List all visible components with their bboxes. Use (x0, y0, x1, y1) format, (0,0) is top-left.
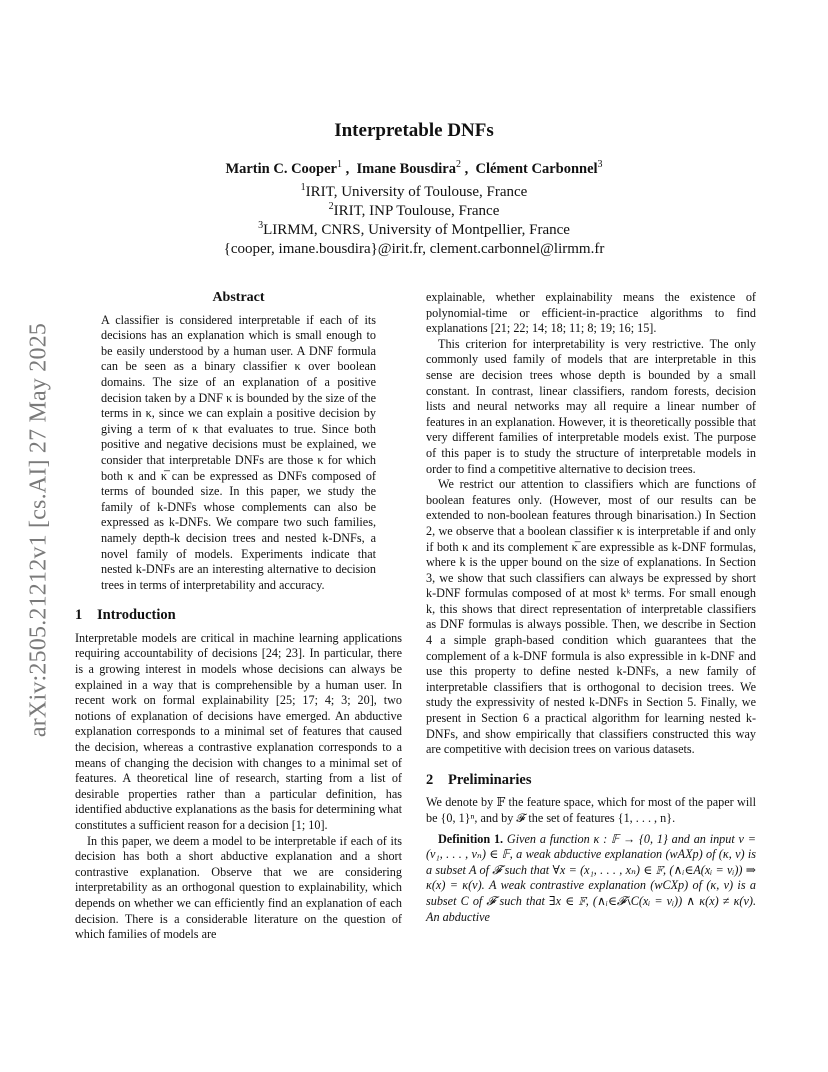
abstract-text: A classifier is considered interpretable if each of its decisions has an explanation which is small enough to be easily understood by a human user. A DNF formula can be seen as a binary classifier κ over boolean domains. The size of an explanation of a positive decision taken by a DNF κ is bounded by the size of the terms in κ, since we can explain a positive decision by giving a term of κ that evaluates to true. Since both positive and negative decisions must be explained, we consider that interpretable DNFs are those κ for which both κ and κ̅ can be expressed as DNFs composed of terms of bounded size. In this paper, we study the family of k-DNFs whose complements can also be expressed as k-DNFs. We compare two such families, namely depth-k decision trees and nested k-DNFs, a novel family of models. Experiments indicate that nested k-DNFs are an interesting alternative to decision trees in terms of interpretability and accuracy. (101, 312, 376, 592)
affiliation (0, 220, 828, 239)
body-paragraph: This criterion for interpretability is very restrictive. The only commonly used family of models that are interpretable in this sense are decision trees whose depth is bounded by a small constant. In contrast, linear classifiers, random forests, decision lists and neural networks may all require a linear number of features in an explanation. However, it is theoretically possible that very different families of interpretable models exist. The purpose of this paper is to study the structure of interpretable models in order to find a competitive alternative to decision trees. (426, 336, 756, 476)
section-heading-introduction (75, 608, 402, 624)
section-title: Preliminaries (448, 771, 532, 788)
affiliation-text: IRIT, INP Toulouse, France (333, 203, 500, 219)
preliminaries-paragraph: We denote by 𝔽 the feature space, which for most of the paper will be {0, 1}ⁿ, and by 𝓕 the set of features {1, . . . , n}. (426, 795, 756, 825)
author-name: Clément Carbonnel (475, 160, 598, 177)
section-heading-preliminaries (426, 773, 756, 789)
abstract-heading: Abstract (212, 290, 265, 305)
introduction-paragraph: Interpretable models are critical in machine learning applications requiring accountability of decisions [24; 23]. In particular, there is a growing interest in models whose decisions can always be explained in a way that is comprehensible by a human user. In recent work on formal explainability [25; 17; 4; 3; 20], two notions of explanation of decisions have emerged. An abductive explanation corresponds to a minimal set of features that caused the decision, whereas a contrastive explanation corresponds to a means of changing the decision with changes to a minimal set of features. A theoretical line of research, starting from a list of desirable properties rather than a particular definition, has identified abductive explanations as the basis for determining what constitutes a sufficient reason for a decision [1; 10]. (75, 630, 402, 832)
author-list: Martin C. Cooper$^1$ , Imane Bousdira$^2$ , Clément Carbonnel$^3$ (225, 159, 603, 177)
author-emails: {cooper, imane.bousdira}@irit.fr, clement.carbonnel@lirmm.fr (223, 241, 605, 257)
affiliation-text: IRIT, University of Toulouse, France (305, 184, 528, 200)
arxiv-identifier-text: arXiv:2505.21212v1 [cs.AI] 27 May 2025 (25, 322, 52, 738)
section-title: Introduction (97, 607, 176, 624)
paper-title: Interpretable DNFs (334, 120, 494, 141)
left-column (75, 290, 402, 943)
section-number: 2 (426, 771, 434, 788)
affiliation (0, 201, 828, 220)
body-paragraph: explainable, whether explainability means the existence of polynomial-time or efficient-in-practice algorithms to find explanations [21; 22; 14; 18; 11; 8; 19; 16; 15]. (426, 290, 756, 336)
author-affiliation-mark: 3 (597, 159, 603, 170)
affiliation (0, 182, 828, 201)
body-paragraph: We restrict our attention to classifiers which are functions of boolean features only. (However, most of our results can be extended to non-boolean features through binarisation.) In Section 2, we observe that a boolean classifier κ is interpretable if and only if both κ and its complement κ̅ are expressible as k-DNF formulas, where k is the upper bound on the size of explanations. In Section 3, we show that such classifiers can always be expressed by short k-DNF formulas composed of at most kᵏ terms. For small enough k, this shows that direct representation of interpretable classifiers as DNF formulas is always possible. Then, we describe in Section 4 a simple graph-based condition which guarantees that the complement of a k-DNF formula is also expressible in k-DNF and use this property to define nested k-DNFs, a new family of interpretable classifiers that is orthogonal to decision trees. We study the expressivity of nested k-DNFs in Section 5. Finally, we present in Section 6 a practical algorithm for learning nested k-DNFs, and show empirically that classifiers constructed this way are competitive with decision trees on various datasets. (426, 477, 756, 757)
affiliation-text: LIRMM, CNRS, University of Montpellier, France (263, 222, 570, 238)
author-affiliation-mark: 2 (456, 159, 461, 170)
author-name: Martin C. Cooper (225, 160, 337, 177)
definition-text: Given a function κ : 𝔽 → {0, 1} and an input v = (v₁, . . . , vₙ) ∈ 𝔽, a weak abductive explanation (wAXp) of (κ, v) is a subset A of 𝓕 such that ∀x = (x₁, . . . , xₙ) ∈ 𝔽, (∧ᵢ∈A(xᵢ = vᵢ)) ⇒ κ(x) = κ(v). A weak contrastive explanation (wCXp) of (κ, v) is a subset C of 𝓕 such that ∃x ∈ 𝔽, (∧ᵢ∈𝓕∖C(xᵢ = vᵢ)) ∧ κ(x) ≠ κ(v). An abductive (426, 831, 757, 924)
definition-label: Definition 1. (438, 831, 504, 846)
section-number: 1 (75, 607, 83, 624)
author-name: Imane Bousdira (356, 160, 456, 177)
right-column (426, 290, 756, 925)
definition-1 (426, 832, 756, 926)
arxiv-identifier (14, 300, 64, 760)
affiliation-mark: 3 (258, 220, 264, 231)
author-affiliation-mark: 1 (336, 159, 342, 170)
introduction-paragraph: In this paper, we deem a model to be interpretable if each of its decision has both a short abductive explanation and a short contrastive explanation. Observe that we are considering interpretability as an orthogonal question to explainability, which depends on whether we can efficiently find an explanation of each decision. There is a considerable literature on the question of which families of models are (75, 833, 402, 942)
affiliation-mark: 2 (328, 201, 334, 212)
affiliation-mark: 1 (300, 182, 306, 193)
